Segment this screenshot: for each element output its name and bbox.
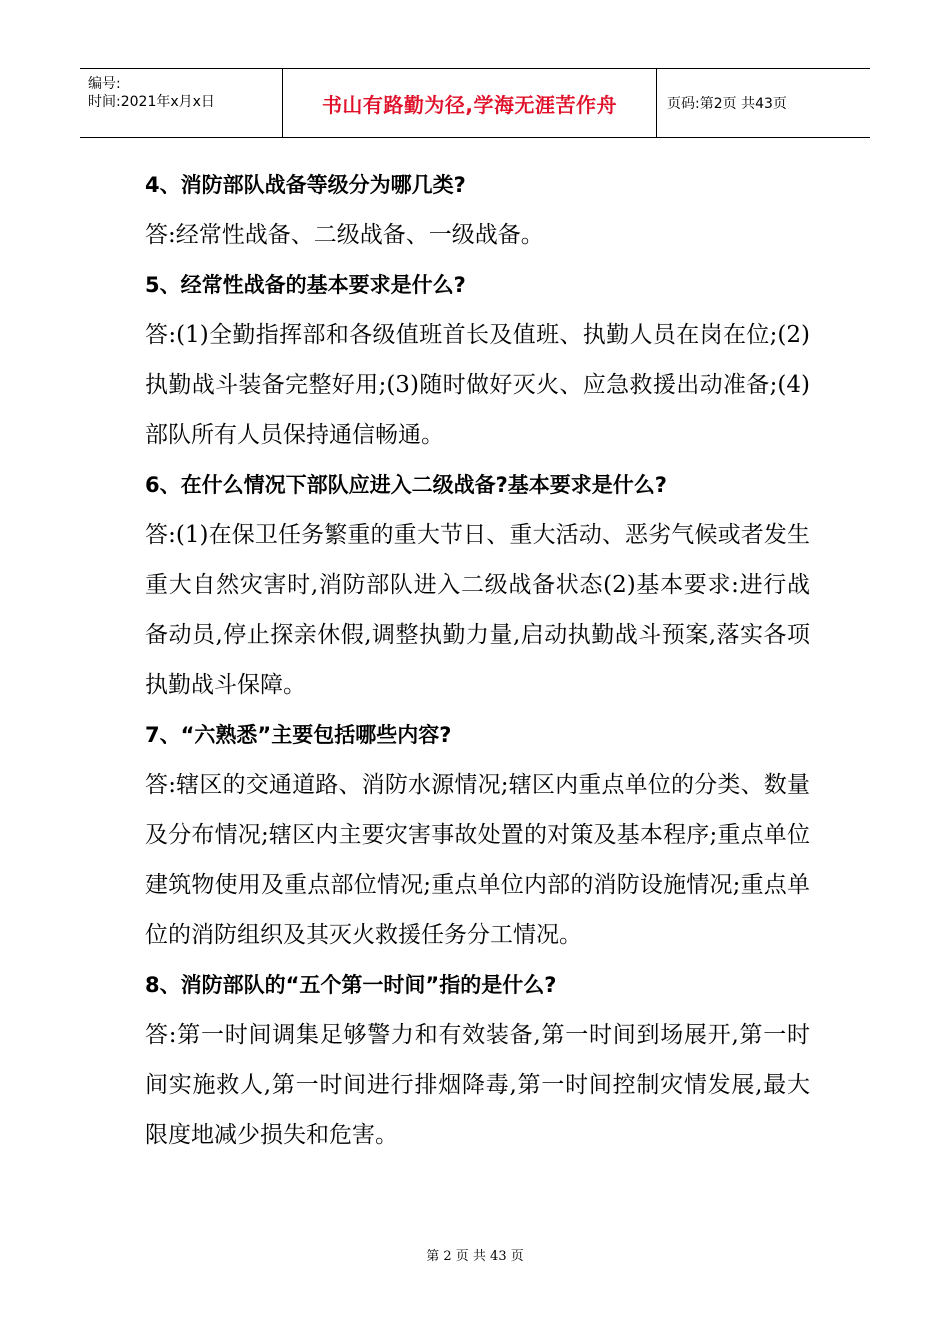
question-4: 4、消防部队战备等级分为哪几类? bbox=[145, 173, 466, 197]
time-label: 时间:2021年x月x日 bbox=[88, 94, 215, 110]
question-7: 7、“六熟悉”主要包括哪些内容? bbox=[145, 723, 452, 747]
number-label: 编号: bbox=[88, 76, 121, 92]
header-meta bbox=[80, 69, 283, 137]
motto: 书山有路勤为径,学海无涯苦作舟 bbox=[321, 92, 618, 117]
question-6: 6、在什么情况下部队应进入二级战备?基本要求是什么? bbox=[145, 473, 667, 497]
header-motto-cell bbox=[283, 69, 657, 137]
question-8: 8、消防部队的“五个第一时间”指的是什么? bbox=[145, 973, 557, 997]
answer-4: 答:经常性战备、二级战备、一级战备。 bbox=[145, 222, 544, 248]
page-label: 页码:第2页 共43页 bbox=[667, 96, 787, 112]
header-page-cell bbox=[657, 69, 870, 137]
document-body bbox=[145, 160, 810, 1160]
answer-6: 答:(1)在保卫任务繁重的重大节日、重大活动、恶劣气候或者发生重大自然灾害时,消防部队进入二级战备状态(2)基本要求:进行战备动员,停止探亲休假,调整执勤力量,启动执勤战斗预案,落实各项执勤战斗保障。 bbox=[145, 522, 810, 698]
page-footer: 第 2 页 共 43 页 bbox=[426, 1249, 524, 1264]
answer-5: 答:(1)全勤指挥部和各级值班首长及值班、执勤人员在岗在位;(2)执勤战斗装备完整好用;(3)随时做好灭火、应急救援出动准备;(4)部队所有人员保持通信畅通。 bbox=[145, 322, 810, 448]
answer-7: 答:辖区的交通道路、消防水源情况;辖区内重点单位的分类、数量及分布情况;辖区内主要灾害事故处置的对策及基本程序;重点单位建筑物使用及重点部位情况;重点单位内部的消防设施情况;重点单位的消防组织及其灭火救援任务分工情况。 bbox=[145, 772, 810, 948]
question-5: 5、经常性战备的基本要求是什么? bbox=[145, 273, 466, 297]
answer-8: 答:第一时间调集足够警力和有效装备,第一时间到场展开,第一时间实施救人,第一时间进行排烟降毒,第一时间控制灾情发展,最大限度地减少损失和危害。 bbox=[145, 1022, 810, 1148]
page-header bbox=[80, 68, 870, 138]
